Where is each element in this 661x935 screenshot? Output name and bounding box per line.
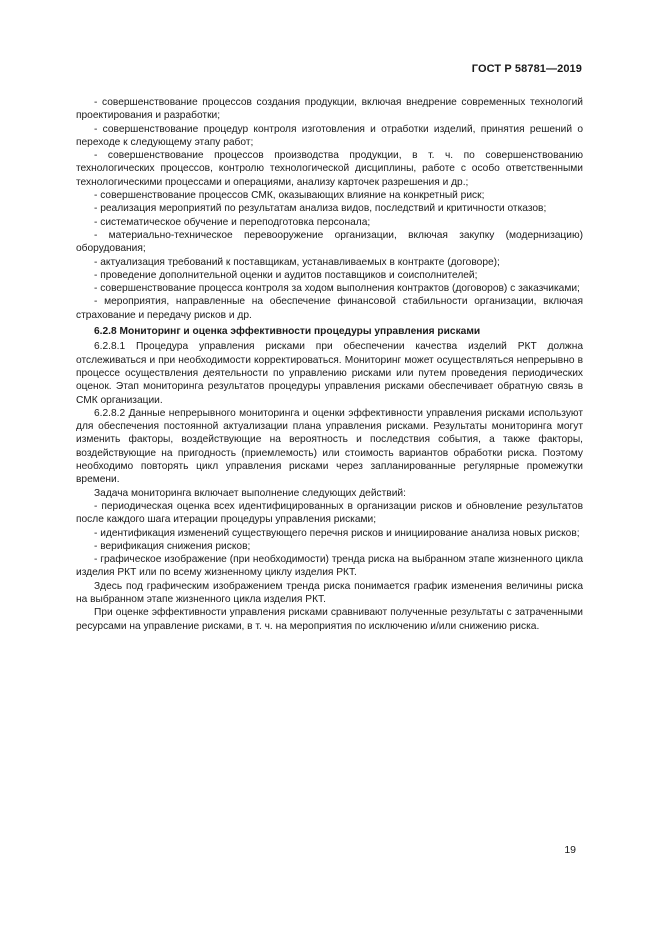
page-number: 19 — [564, 844, 576, 856]
list-item: - идентификация изменений существующего перечня рисков и инициирование анализа новых рисков; — [94, 527, 580, 539]
list-item: - материально-техническое перевооружение организации, включая закупку (модернизацию) оборудования; — [76, 229, 583, 255]
standard-code-header: ГОСТ Р 58781—2019 — [471, 63, 582, 75]
list-item: - графическое изображение (при необходимости) тренда риска на выбранном этапе жизненного цикла изделия РКТ или по всему жизненному циклу изделия РКТ. — [76, 554, 583, 579]
list-item: - совершенствование процедур контроля изготовления и отработки изделий, принятия решений о переходе к следующему этапу работ; — [76, 123, 583, 148]
page-content — [76, 96, 583, 633]
list-item: - реализация мероприятий по результатам анализа видов, последствий и критичности отказов; — [94, 203, 547, 215]
list-item: - периодическая оценка всех идентифицированных в организации рисков и обновление результатов после каждого шага итерации процедуры управления рисками; — [76, 500, 583, 526]
list-item: - совершенствование процессов создания продукции, включая внедрение современных технологий проектирования и разработки; — [76, 97, 583, 122]
body-paragraph: 6.2.8.2 Данные непрерывного мониторинга и оценки эффективности управления рисками используют для обеспечения постоянной актуализации плана управления рисками. Результаты мониторинга могут изменить факторы, воздействующие на вероятность и последствия события, а также факторы, воздействующие на пригодность (приемлемость) или стоимость вариантов обработки риска. Поэтому необходимо повторять цикл управления рисками через запланированные регулярные промежутки времени. — [76, 407, 583, 486]
body-paragraph: 6.2.8.1 Процедура управления рисками при обеспечении качества изделий РКТ должна отслеживаться и при необходимости корректироваться. Мониторинг может осуществляться непрерывно в процессе осуществления деятельности по управлению рисками или путем проведения периодических оценок. Этап мониторинга результатов процедуры управления рисками обеспечивает обратную связь в СМК организации. — [76, 341, 583, 406]
body-paragraph: Задача мониторинга включает выполнение следующих действий: — [94, 487, 406, 499]
list-item: - проведение дополнительной оценки и аудитов поставщиков и соисполнителей; — [94, 269, 478, 281]
list-item: - систематическое обучение и переподготовка персонала; — [94, 216, 371, 228]
list-item: - совершенствование процесса контроля за ходом выполнения контрактов (договоров) с заказчиками; — [94, 283, 580, 295]
body-paragraph: При оценке эффективности управления рисками сравнивают полученные результаты с затраченными ресурсами на управление рисками, в т. ч. на мероприятия по исключению и/или снижению риска. — [76, 607, 583, 632]
list-item: - актуализация требований к поставщикам, устанавливаемых в контракте (договоре); — [94, 256, 500, 268]
body-paragraph: Здесь под графическим изображением тренда риска понимается график изменения величины риска на выбранном этапе жизненного цикла изделия РКТ. — [76, 580, 583, 605]
list-item: - совершенствование процессов СМК, оказывающих влияние на конкретный риск; — [94, 190, 485, 202]
list-item: - совершенствование процессов производства продукции, в т. ч. по совершенствованию технологических процессов, контролю технологической дисциплины, работе с особо ответственными технологическими процессами и операциями, анализу карточек разрешения и др.; — [76, 150, 583, 188]
list-item: - мероприятия, направленные на обеспечение финансовой стабильности организации, включая страхование и передачу рисков и др. — [76, 296, 583, 321]
section-heading: 6.2.8 Мониторинг и оценка эффективности процедуры управления рисками — [94, 326, 481, 338]
list-item: - верификация снижения рисков; — [94, 540, 251, 552]
